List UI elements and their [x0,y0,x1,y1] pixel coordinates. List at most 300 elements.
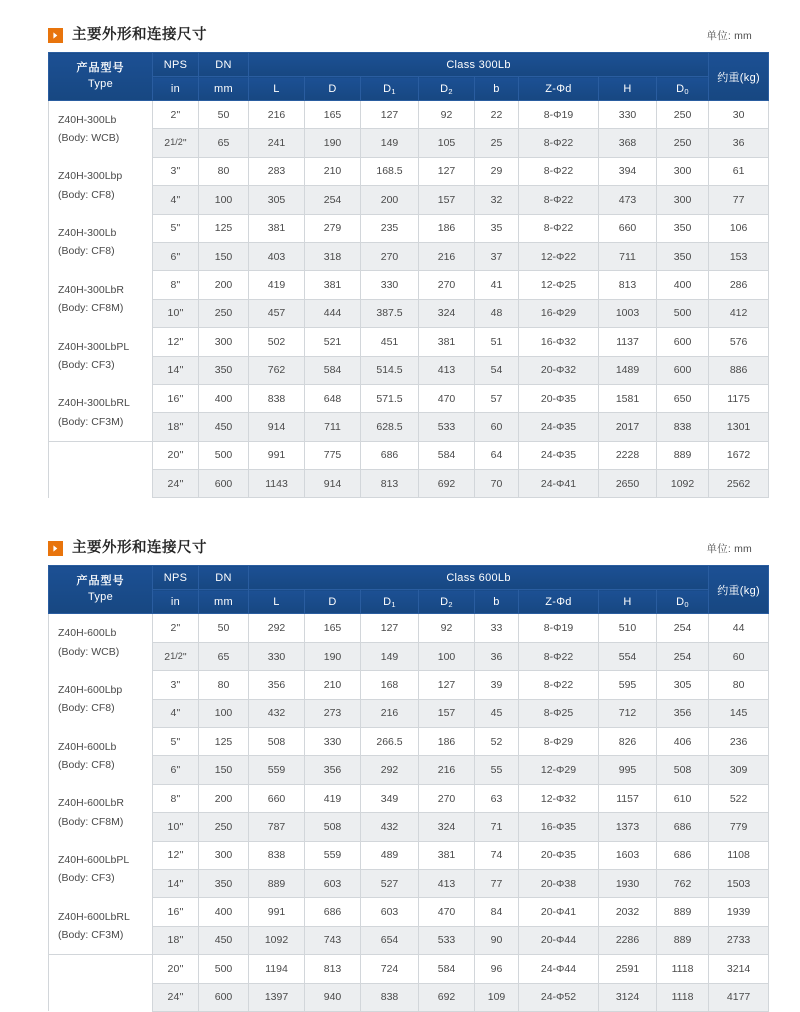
cell-D2: 157 [419,186,475,214]
cell-H: 2591 [599,955,657,983]
col-header-dim-b: b [475,590,519,614]
cell-D: 743 [305,926,361,954]
cell-nps: 8" [153,784,199,812]
table-row [49,328,769,356]
cell-D2: 100 [419,642,475,670]
cell-b: 51 [475,328,519,356]
cell-b: 29 [475,157,519,185]
cell-D: 584 [305,356,361,384]
cell-w: 1108 [709,841,769,869]
cell-Zd: 16-Φ32 [519,328,599,356]
product-type-cell [49,441,153,498]
cell-D: 686 [305,898,361,926]
cell-D: 190 [305,642,361,670]
cell-w: 522 [709,784,769,812]
cell-D2: 533 [419,413,475,441]
col-header-dim-H: H [599,590,657,614]
cell-dn: 150 [199,756,249,784]
cell-H: 712 [599,699,657,727]
cell-Zd: 8-Φ25 [519,699,599,727]
product-type-name: Z40H-300LbRL [58,397,130,410]
cell-dn: 350 [199,356,249,384]
cell-D2: 127 [419,157,475,185]
col-header-dim-D1: $D_1$ [361,590,419,614]
spec-section [48,18,760,498]
cell-H: 2228 [599,441,657,469]
product-type-name: Z40H-600Lb [58,627,117,640]
cell-dn: 50 [199,614,249,642]
cell-D: 521 [305,328,361,356]
table-row [49,441,769,469]
cell-dn: 600 [199,983,249,1011]
col-header-type-en: Type [87,77,114,90]
cell-Zd: 12-Φ22 [519,242,599,270]
cell-D: 381 [305,271,361,299]
product-type-cell [49,898,153,955]
table-row [49,869,769,897]
cell-L: 403 [249,242,305,270]
product-type-name: Z40H-300Lb [58,113,117,126]
product-type-name: Z40H-300Lbp [58,170,123,183]
cell-D2: 186 [419,728,475,756]
product-type-cell [49,955,153,1012]
cell-dn: 400 [199,898,249,926]
cell-b: 39 [475,671,519,699]
cell-Zd: 8-Φ22 [519,642,599,670]
cell-D: 940 [305,983,361,1011]
cell-Zd: 12-Φ32 [519,784,599,812]
cell-D: 254 [305,186,361,214]
cell-Zd: 20-Φ35 [519,384,599,412]
cell-H: 1373 [599,813,657,841]
cell-Zd: 20-Φ35 [519,841,599,869]
cell-nps: 2" [153,614,199,642]
cell-dn: 250 [199,299,249,327]
section-title: 主要外形和连接尺寸 [72,540,207,557]
product-type-cell [49,841,153,898]
cell-D: 559 [305,841,361,869]
cell-D1: 216 [361,699,419,727]
cell-dn: 600 [199,470,249,498]
cell-D: 210 [305,671,361,699]
cell-H: 1930 [599,869,657,897]
cell-Zd: 8-Φ19 [519,101,599,129]
cell-D1: 349 [361,784,419,812]
cell-nps: 16" [153,898,199,926]
cell-L: 1143 [249,470,305,498]
cell-Zd: 24-Φ35 [519,413,599,441]
cell-H: 1003 [599,299,657,327]
cell-L: 914 [249,413,305,441]
cell-nps: 20" [153,441,199,469]
cell-w: 2562 [709,470,769,498]
cell-w: 779 [709,813,769,841]
cell-D1: 724 [361,955,419,983]
product-body-material: (Body: CF8) [58,702,115,715]
cell-w: 236 [709,728,769,756]
table-row [49,157,769,185]
cell-b: 71 [475,813,519,841]
col-header-dim-D: D [305,77,361,101]
cell-D2: 105 [419,129,475,157]
cell-D0: 1118 [657,955,709,983]
cell-D: 356 [305,756,361,784]
cell-D0: 1092 [657,470,709,498]
cell-L: 419 [249,271,305,299]
cell-Zd: 8-Φ29 [519,728,599,756]
table-row [49,413,769,441]
product-type-cell [49,728,153,785]
table-row [49,756,769,784]
cell-w: 286 [709,271,769,299]
product-body-material: (Body: CF3) [58,872,115,885]
cell-L: 305 [249,186,305,214]
table-row [49,926,769,954]
col-header-dim-Zd: Z-Φd [519,77,599,101]
cell-D2: 381 [419,841,475,869]
table-row [49,784,769,812]
cell-H: 660 [599,214,657,242]
cell-w: 77 [709,186,769,214]
product-type-cell [49,214,153,271]
cell-L: 502 [249,328,305,356]
cell-L: 457 [249,299,305,327]
cell-nps: 3" [153,157,199,185]
cell-H: 1603 [599,841,657,869]
product-type-name: Z40H-300Lb [58,227,117,240]
cell-b: 25 [475,129,519,157]
cell-D1: 266.5 [361,728,419,756]
col-header-dim-D0: $D_0$ [657,77,709,101]
product-body-material: (Body: CF3M) [58,415,124,428]
cell-L: 838 [249,841,305,869]
table-row [49,728,769,756]
cell-w: 3214 [709,955,769,983]
cell-Zd: 24-Φ52 [519,983,599,1011]
cell-w: 4177 [709,983,769,1011]
table-row [49,356,769,384]
col-header-dim-D1: $D_1$ [361,77,419,101]
col-header-nps: NPS [153,53,199,77]
cell-D0: 600 [657,356,709,384]
cell-dn: 100 [199,699,249,727]
cell-D1: 514.5 [361,356,419,384]
product-body-material: (Body: CF8M) [58,815,124,828]
cell-D2: 413 [419,356,475,384]
cell-dn: 125 [199,728,249,756]
cell-Zd: 8-Φ19 [519,614,599,642]
product-type-cell [49,328,153,385]
cell-Zd: 20-Φ32 [519,356,599,384]
table-row [49,813,769,841]
arrow-right-icon [48,28,63,43]
cell-dn: 100 [199,186,249,214]
cell-H: 368 [599,129,657,157]
cell-D0: 406 [657,728,709,756]
product-body-material: (Body: WCB) [58,645,120,658]
cell-D2: 92 [419,101,475,129]
cell-D2: 413 [419,869,475,897]
cell-L: 292 [249,614,305,642]
cell-w: 1175 [709,384,769,412]
cell-nps: 21/2" [153,642,199,670]
cell-D0: 508 [657,756,709,784]
cell-H: 330 [599,101,657,129]
col-header-dim-Zd: Z-Φd [519,590,599,614]
cell-D0: 250 [657,101,709,129]
cell-nps: 4" [153,186,199,214]
cell-H: 2286 [599,926,657,954]
cell-D1: 127 [361,614,419,642]
table-row [49,983,769,1011]
col-header-nps: NPS [153,566,199,590]
col-header-dim-D2: $D_2$ [419,590,475,614]
section-divider-space [48,498,752,531]
product-body-material: (Body: CF3) [58,359,115,372]
cell-D1: 387.5 [361,299,419,327]
cell-D: 165 [305,101,361,129]
product-type-cell [49,784,153,841]
cell-L: 1092 [249,926,305,954]
product-type-name: Z40H-600Lbp [58,683,123,696]
col-header-weight: 约重(kg) [709,566,769,614]
cell-nps: 12" [153,328,199,356]
cell-Zd: 20-Φ38 [519,869,599,897]
table-row [49,841,769,869]
cell-nps: 10" [153,299,199,327]
product-body-material: (Body: CF8) [58,758,115,771]
cell-b: 35 [475,214,519,242]
cell-H: 826 [599,728,657,756]
cell-dn: 125 [199,214,249,242]
cell-D0: 254 [657,642,709,670]
col-header-dim-H: H [599,77,657,101]
cell-D: 419 [305,784,361,812]
col-header-dim-b: b [475,77,519,101]
spec-section [48,531,760,1011]
cell-D2: 92 [419,614,475,642]
cell-L: 787 [249,813,305,841]
cell-dn: 200 [199,784,249,812]
cell-w: 106 [709,214,769,242]
cell-D: 330 [305,728,361,756]
cell-H: 813 [599,271,657,299]
cell-D1: 330 [361,271,419,299]
cell-L: 559 [249,756,305,784]
cell-nps: 6" [153,242,199,270]
cell-D0: 889 [657,926,709,954]
cell-w: 2733 [709,926,769,954]
cell-L: 381 [249,214,305,242]
cell-D: 444 [305,299,361,327]
cell-D: 813 [305,955,361,983]
cell-nps: 5" [153,728,199,756]
table-row [49,699,769,727]
cell-b: 37 [475,242,519,270]
cell-b: 70 [475,470,519,498]
product-type-name: Z40H-600LbPL [58,854,130,867]
section-title: 主要外形和连接尺寸 [72,26,207,43]
cell-w: 44 [709,614,769,642]
cell-nps: 24" [153,983,199,1011]
col-header-dn: DN [199,566,249,590]
cell-D: 318 [305,242,361,270]
cell-w: 1939 [709,898,769,926]
cell-L: 241 [249,129,305,157]
cell-Zd: 8-Φ22 [519,129,599,157]
cell-nps: 21/2" [153,129,199,157]
cell-D2: 470 [419,898,475,926]
cell-D1: 270 [361,242,419,270]
cell-D2: 584 [419,441,475,469]
product-type-cell [49,671,153,728]
cell-H: 1581 [599,384,657,412]
cell-D2: 692 [419,983,475,1011]
cell-D0: 686 [657,813,709,841]
cell-D0: 300 [657,186,709,214]
col-header-nps-unit: in [153,77,199,101]
product-type-cell [49,101,153,158]
cell-D1: 292 [361,756,419,784]
dimensions-table [48,565,769,1011]
cell-Zd: 8-Φ22 [519,671,599,699]
cell-L: 660 [249,784,305,812]
product-type-cell [49,271,153,328]
col-header-dn-unit: mm [199,590,249,614]
cell-L: 1194 [249,955,305,983]
cell-Zd: 8-Φ22 [519,214,599,242]
cell-dn: 65 [199,129,249,157]
cell-dn: 50 [199,101,249,129]
cell-Zd: 16-Φ29 [519,299,599,327]
cell-b: 54 [475,356,519,384]
table-row [49,101,769,129]
product-type-cell [49,157,153,214]
col-header-dim-L: L [249,77,305,101]
cell-L: 283 [249,157,305,185]
cell-D1: 628.5 [361,413,419,441]
cell-b: 22 [475,101,519,129]
cell-D0: 600 [657,328,709,356]
cell-D0: 610 [657,784,709,812]
cell-L: 330 [249,642,305,670]
cell-D2: 186 [419,214,475,242]
cell-nps: 24" [153,470,199,498]
cell-D2: 692 [419,470,475,498]
col-header-type-en: Type [87,590,114,603]
product-type-name: Z40H-600Lb [58,740,117,753]
cell-Zd: 12-Φ25 [519,271,599,299]
cell-D2: 584 [419,955,475,983]
cell-b: 84 [475,898,519,926]
cell-dn: 65 [199,642,249,670]
cell-w: 30 [709,101,769,129]
table-row [49,642,769,670]
cell-dn: 350 [199,869,249,897]
table-row [49,671,769,699]
product-type-name: Z40H-300LbR [58,283,124,296]
cell-D: 648 [305,384,361,412]
cell-nps: 3" [153,671,199,699]
cell-D0: 686 [657,841,709,869]
cell-Zd: 16-Φ35 [519,813,599,841]
unit-label: 单位: mm [706,29,752,42]
cell-D: 190 [305,129,361,157]
cell-b: 33 [475,614,519,642]
product-type-cell [49,384,153,441]
cell-H: 1137 [599,328,657,356]
cell-dn: 500 [199,441,249,469]
unit-label: 单位: mm [706,542,752,555]
cell-H: 2017 [599,413,657,441]
cell-H: 554 [599,642,657,670]
cell-b: 60 [475,413,519,441]
cell-D1: 200 [361,186,419,214]
cell-L: 991 [249,898,305,926]
cell-D1: 168 [361,671,419,699]
cell-nps: 5" [153,214,199,242]
product-body-material: (Body: CF8M) [58,302,124,315]
cell-L: 889 [249,869,305,897]
cell-nps: 10" [153,813,199,841]
cell-L: 356 [249,671,305,699]
cell-D1: 432 [361,813,419,841]
cell-L: 1397 [249,983,305,1011]
cell-b: 45 [475,699,519,727]
col-header-dim-D: D [305,590,361,614]
cell-D0: 300 [657,157,709,185]
col-header-class: Class 600Lb [249,566,709,590]
cell-nps: 4" [153,699,199,727]
cell-D: 775 [305,441,361,469]
cell-D1: 838 [361,983,419,1011]
cell-D0: 838 [657,413,709,441]
cell-D1: 168.5 [361,157,419,185]
cell-nps: 20" [153,955,199,983]
table-row [49,299,769,327]
cell-w: 886 [709,356,769,384]
cell-D: 273 [305,699,361,727]
cell-b: 74 [475,841,519,869]
cell-D1: 686 [361,441,419,469]
cell-b: 64 [475,441,519,469]
cell-H: 510 [599,614,657,642]
product-type-name: Z40H-300LbPL [58,340,130,353]
cell-D0: 400 [657,271,709,299]
cell-Zd: 20-Φ41 [519,898,599,926]
col-header-dn-unit: mm [199,77,249,101]
cell-D0: 650 [657,384,709,412]
cell-D2: 381 [419,328,475,356]
cell-D1: 451 [361,328,419,356]
table-row [49,271,769,299]
col-header-nps-unit: in [153,590,199,614]
table-row [49,242,769,270]
cell-w: 36 [709,129,769,157]
cell-dn: 80 [199,671,249,699]
product-body-material: (Body: CF8) [58,188,115,201]
cell-D0: 350 [657,214,709,242]
cell-dn: 450 [199,926,249,954]
cell-dn: 450 [199,413,249,441]
cell-Zd: 24-Φ35 [519,441,599,469]
cell-b: 96 [475,955,519,983]
cell-dn: 80 [199,157,249,185]
cell-D0: 889 [657,898,709,926]
cell-w: 61 [709,157,769,185]
cell-H: 1157 [599,784,657,812]
cell-w: 1672 [709,441,769,469]
